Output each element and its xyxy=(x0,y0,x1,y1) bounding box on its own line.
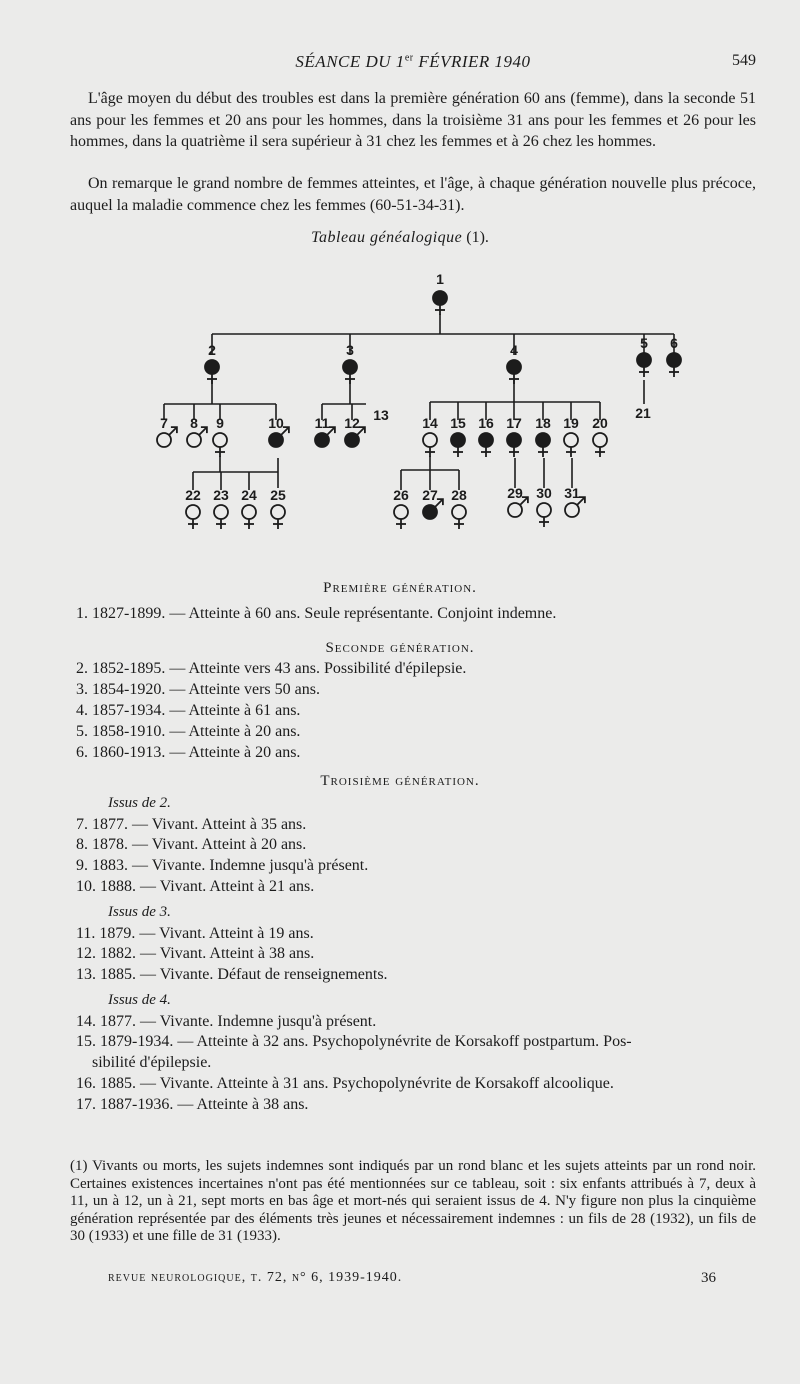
person-label-28: 28 xyxy=(451,487,467,503)
person-label-30: 30 xyxy=(536,485,552,501)
footnote: (1) Vivants ou morts, les sujets indemnes sont indiqués par un rond blanc et les sujets atteints par un rond noir. Certaines existences incertaines n'ont pas été mentionnées sur ce tableau, soit : six enfants attribués à 7, deux à 11, un à 12, un à 21, sept morts en bas âge et mort-nés qui seraient issus de 4. N'y figure non plus la cinquième génération représentée par des éléments très jeunes et nécessairement indemnes : un fils de 28 (1932), un fils de 30 (1933) et une fille de 31 (1933). xyxy=(70,1158,756,1244)
entry-5: 5. 1858-1910. — Atteinte à 20 ans. xyxy=(76,723,301,740)
person-label-13: 13 xyxy=(373,407,389,423)
person-label-9: 9 xyxy=(216,415,224,431)
entry-3: 3. 1854-1920. — Atteinte vers 50 ans. xyxy=(76,681,320,698)
person-label-26: 26 xyxy=(393,487,409,503)
person-label-22: 22 xyxy=(185,487,201,503)
person-label-20: 20 xyxy=(592,415,608,431)
person-label-11: 11 xyxy=(314,415,330,431)
person-26-unaffected xyxy=(394,505,408,529)
entry-17: 17. 1887-1936. — Atteinte à 38 ans. xyxy=(76,1096,309,1113)
person-28-unaffected xyxy=(452,505,466,529)
person-label-18: 18 xyxy=(535,415,551,431)
person-label-7: 7 xyxy=(160,415,168,431)
person-label-17: 17 xyxy=(506,415,522,431)
entry-14: 14. 1877. — Vivante. Indemne jusqu'à présent. xyxy=(76,1013,377,1030)
person-16-affected xyxy=(479,433,493,457)
person-label-25: 25 xyxy=(270,487,286,503)
person-label-21: 21 xyxy=(635,405,651,421)
signature-number: 36 xyxy=(701,1270,716,1286)
person-19-unaffected xyxy=(564,433,578,457)
person-label-4: 4 xyxy=(510,342,518,358)
person-label-5: 5 xyxy=(640,335,648,351)
person-label-10: 10 xyxy=(268,415,284,431)
person-2-affected xyxy=(205,360,219,384)
person-23-unaffected xyxy=(214,505,228,529)
person-label-8: 8 xyxy=(190,415,198,431)
pedigree-title: Tableau généalogique (1). xyxy=(311,229,489,246)
person-3-affected xyxy=(343,360,357,384)
person-label-29: 29 xyxy=(507,485,523,501)
entry-2: 2. 1852-1895. — Atteinte vers 43 ans. Possibilité d'épilepsie. xyxy=(76,660,467,677)
person-5-affected xyxy=(637,353,651,377)
entry-15: 15. 1879-1934. — Atteinte à 32 ans. Psychopolynévrite de Korsakoff postpartum. Pos- xyxy=(76,1033,632,1050)
entry-10: 10. 1888. — Vivant. Atteint à 21 ans. xyxy=(76,878,315,895)
group-label-issus-4: Issus de 4. xyxy=(108,992,171,1008)
header-title: SÉANCE DU 1er FÉVRIER 1940 xyxy=(295,52,531,71)
person-label-1: 1 xyxy=(436,271,444,287)
heading-third-generation: Troisième génération. xyxy=(320,773,480,789)
entry-7: 7. 1877. — Vivant. Atteint à 35 ans. xyxy=(76,816,307,833)
entry-4: 4. 1857-1934. — Atteinte à 61 ans. xyxy=(76,702,301,719)
person-14-unaffected xyxy=(423,433,437,457)
person-17-affected xyxy=(507,433,521,457)
heading-first-generation: Première génération. xyxy=(323,580,477,596)
person-label-14: 14 xyxy=(422,415,438,431)
heading-second-generation: Seconde génération. xyxy=(325,640,475,656)
paragraph-age-onset: L'âge moyen du début des troubles est dans la première génération 60 ans (femme), dans la seconde 51 ans pour les femmes et 20 ans pour les hommes, dans la troisième 31 ans pour les femmes et 26 pour les hommes, dans la quatrième il sera supérieur à 31 chez les femmes et à 26 chez les hommes. xyxy=(70,90,756,150)
person-22-unaffected xyxy=(186,505,200,529)
entry-16: 16. 1885. — Vivante. Atteinte à 31 ans. Psychopolynévrite de Korsakoff alcoolique. xyxy=(76,1075,614,1092)
person-label-19: 19 xyxy=(563,415,579,431)
page-number: 549 xyxy=(732,52,756,69)
entry-6: 6. 1860-1913. — Atteinte à 20 ans. xyxy=(76,744,301,761)
journal-reference: revue neurologique, t. 72, n° 6, 1939-1940. xyxy=(108,1270,403,1285)
person-label-3: 3 xyxy=(346,342,354,358)
person-label-12: 12 xyxy=(344,415,360,431)
group-label-issus-3: Issus de 3. xyxy=(108,904,171,920)
person-24-unaffected xyxy=(242,505,256,529)
entry-8: 8. 1878. — Vivant. Atteint à 20 ans. xyxy=(76,836,307,853)
entry-13: 13. 1885. — Vivante. Défaut de renseignements. xyxy=(76,966,388,983)
person-6-affected xyxy=(667,353,681,377)
person-label-15: 15 xyxy=(450,415,466,431)
page-footer xyxy=(108,1270,716,1286)
entry-9: 9. 1883. — Vivante. Indemne jusqu'à présent. xyxy=(76,857,369,874)
person-label-16: 16 xyxy=(478,415,494,431)
person-label-2: 2 xyxy=(208,342,216,358)
pedigree-chart xyxy=(140,266,700,538)
group-label-issus-2: Issus de 2. xyxy=(108,795,171,811)
person-18-affected xyxy=(536,433,550,457)
person-1-affected xyxy=(433,291,447,315)
person-20-unaffected xyxy=(593,433,607,457)
person-9-unaffected xyxy=(213,433,227,457)
person-label-31: 31 xyxy=(564,485,580,501)
entry-1: 1. 1827-1899. — Atteinte à 60 ans. Seule représentante. Conjoint indemne. xyxy=(76,605,557,622)
entry-12: 12. 1882. — Vivant. Atteint à 38 ans. xyxy=(76,945,315,962)
paragraph-women-observation: On remarque le grand nombre de femmes atteintes, et l'âge, à chaque génération nouvelle plus précoce, auquel la maladie commence chez les femmes (60-51-34-31). xyxy=(70,175,756,214)
person-label-27: 27 xyxy=(422,487,438,503)
person-15-affected xyxy=(451,433,465,457)
person-label-23: 23 xyxy=(213,487,229,503)
person-4-affected xyxy=(507,360,521,384)
entry-15-continued: sibilité d'épilepsie. xyxy=(92,1054,212,1071)
person-25-unaffected xyxy=(271,505,285,529)
running-header xyxy=(70,52,756,76)
person-label-24: 24 xyxy=(241,487,257,503)
person-30-unaffected xyxy=(537,503,551,527)
entry-11: 11. 1879. — Vivant. Atteint à 19 ans. xyxy=(76,925,314,942)
person-label-6: 6 xyxy=(670,335,678,351)
